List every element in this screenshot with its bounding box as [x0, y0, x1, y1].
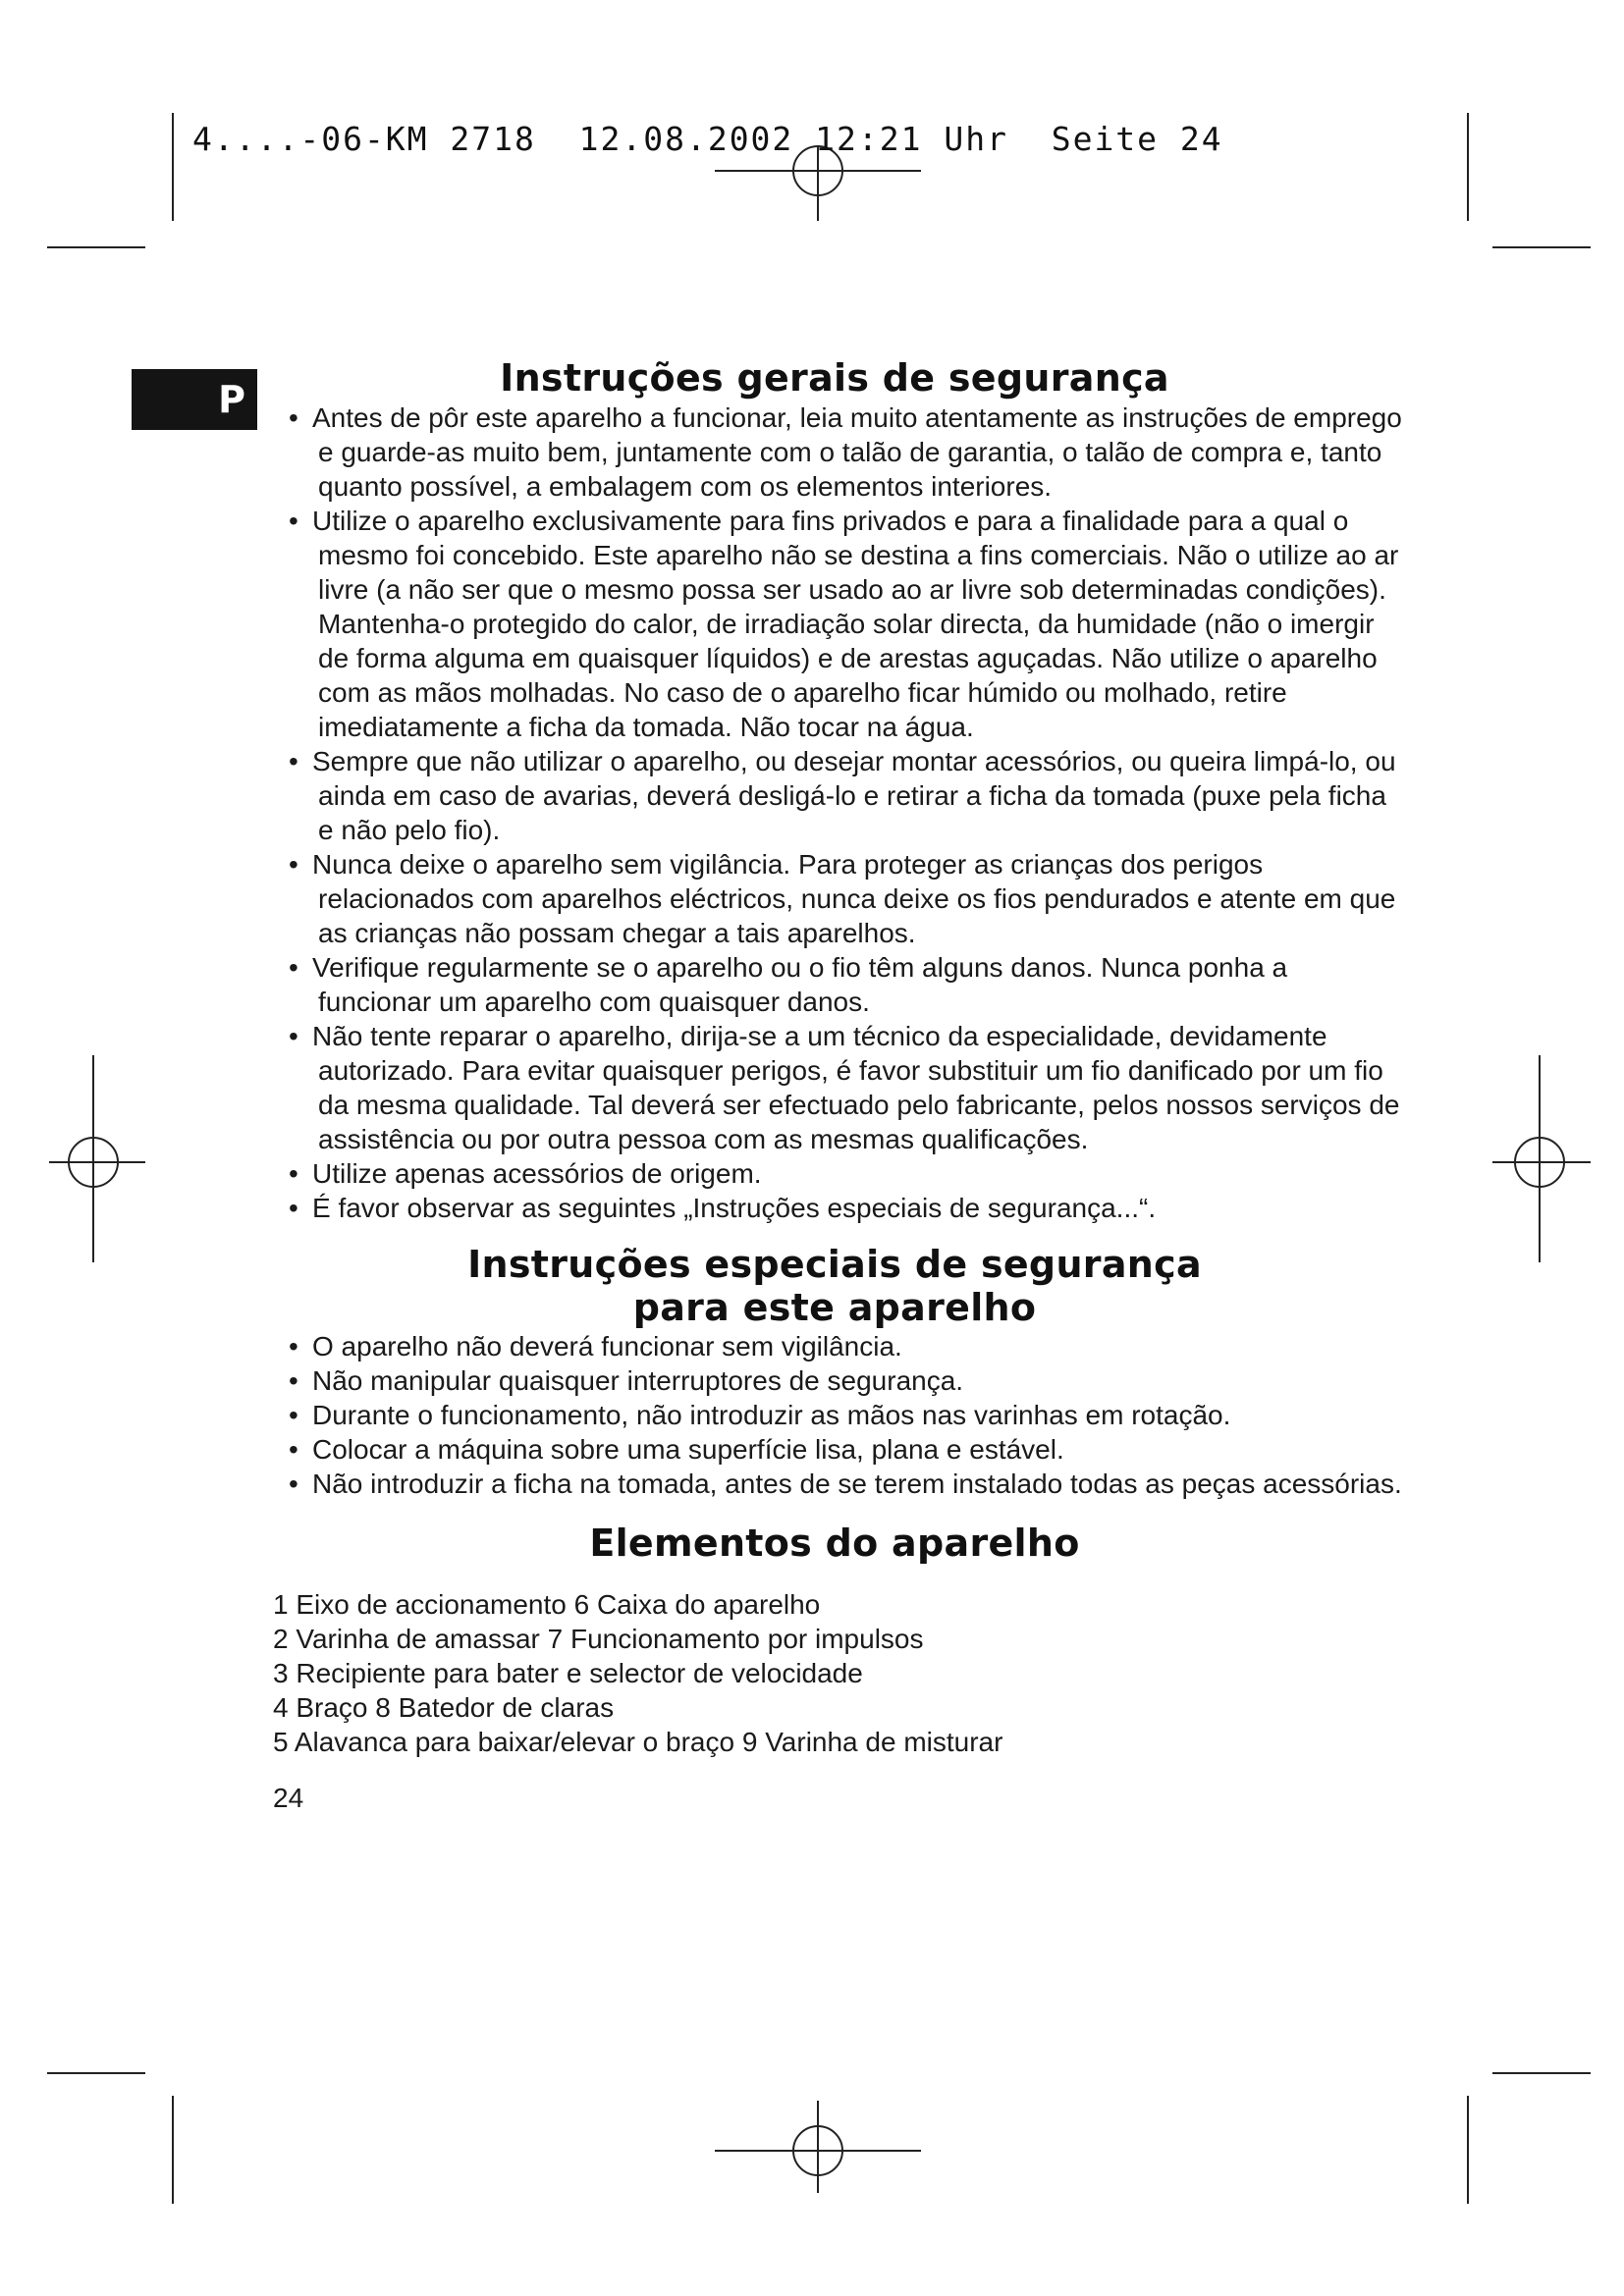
bullet-icon: •: [289, 952, 298, 983]
list-item: 4 Braço 8 Batedor de claras: [273, 1692, 615, 1723]
print-slug-line: 4....-06-KM 2718 12.08.2002 12:21 Uhr Seite 24: [192, 120, 1223, 158]
special-safety-title-line1: Instruções especiais de segurança: [467, 1243, 1202, 1286]
registration-mark-bottom: [715, 2101, 921, 2193]
bullet-icon: •: [289, 1158, 298, 1189]
bullet-icon: •: [289, 1434, 298, 1465]
registration-mark-right: [1492, 1055, 1591, 1262]
list-item: • Nunca deixe o aparelho sem vigilância. Para proteger as crianças dos perigos relacionados com aparelhos eléctricos, nunca deixe os fios pendurados e atente em que as crianças não possam chegar a tais aparelhos.: [289, 849, 1396, 948]
list-item: 3 Recipiente para bater e selector de velocidade: [273, 1658, 863, 1688]
list-item: • Não manipular quaisquer interruptores de segurança.: [289, 1365, 964, 1396]
general-safety-list: [265, 400, 1404, 1225]
list-item: • Utilize apenas acessórios de origem.: [289, 1158, 762, 1189]
parts-title: Elementos do aparelho: [589, 1522, 1080, 1565]
bullet-icon: •: [289, 1365, 298, 1396]
special-safety-title: [265, 1243, 1404, 1329]
bullet-icon: •: [289, 1193, 298, 1223]
list-item: • Não tente reparar o aparelho, dirija-se a um técnico da especialidade, devidamente autorizado. Para evitar quaisquer perigos, é favor substituir um fio danificado por um fio da mesma qualidade. Tal deverá ser efectuado pelo fabricante, pelos nossos serviços de assistência ou por outra pessoa com as mesmas qualificações.: [289, 1021, 1400, 1154]
bullet-icon: •: [289, 746, 298, 776]
list-item: • Colocar a máquina sobre uma superfície lisa, plana e estável.: [289, 1434, 1064, 1465]
main-content: [265, 355, 1404, 1815]
list-item: • Durante o funcionamento, não introduzir as mãos nas varinhas em rotação.: [289, 1400, 1231, 1430]
page-number: 24: [273, 1783, 304, 1813]
bullet-icon: •: [289, 506, 298, 536]
bullet-icon: •: [289, 1331, 298, 1362]
special-safety-title-line2: para este aparelho: [632, 1286, 1037, 1329]
list-item: • O aparelho não deverá funcionar sem vigilância.: [289, 1331, 902, 1362]
general-safety-title: Instruções gerais de segurança: [500, 356, 1169, 400]
list-item: 2 Varinha de amassar 7 Funcionamento por impulsos: [273, 1624, 924, 1654]
bullet-icon: •: [289, 402, 298, 433]
list-item: • Antes de pôr este aparelho a funcionar, leia muito atentamente as instruções de emprego e guarde-as muito bem, juntamente com o talão de garantia, o talão de compra e, tanto quanto possível, a embalagem com os elementos interiores.: [289, 402, 1402, 502]
language-tab: P: [132, 369, 257, 430]
list-item: • Verifique regularmente se o aparelho ou o fio têm alguns danos. Nunca ponha a funcionar um aparelho com quaisquer danos.: [289, 952, 1288, 1017]
list-item: • Não introduzir a ficha na tomada, antes de se terem instalado todas as peças acessórias.: [289, 1468, 1402, 1499]
list-item: • Sempre que não utilizar o aparelho, ou desejar montar acessórios, ou queira limpá-lo, ou ainda em caso de avarias, deverá desligá-lo e retirar a ficha da tomada (puxe pela ficha e não pelo fio).: [289, 746, 1396, 845]
special-safety-list: [265, 1329, 1404, 1501]
registration-mark-left: [49, 1055, 145, 1262]
bullet-icon: •: [289, 849, 298, 880]
bullet-icon: •: [289, 1468, 298, 1499]
bullet-icon: •: [289, 1021, 298, 1051]
list-item: 5 Alavanca para baixar/elevar o braço 9 Varinha de misturar: [273, 1727, 1003, 1757]
bullet-icon: •: [289, 1400, 298, 1430]
list-item: • Utilize o aparelho exclusivamente para fins privados e para a finalidade para a qual o mesmo foi concebido. Este aparelho não se destina a fins comerciais. Não o utilize ao ar livre (a não ser que o mesmo possa ser usado ao ar livre sob determinadas condições). Mantenha-o protegido do calor, de irradiação solar directa, da humidade (não o imergir de forma alguma em quaisquer líquidos) e de arestas aguçadas. Não utilize o aparelho com as mãos molhadas. No caso de o aparelho ficar húmido ou molhado, retire imediatamente a ficha da tomada. Não tocar na água.: [289, 506, 1399, 742]
list-item: • É favor observar as seguintes „Instruções especiais de segurança...“.: [289, 1193, 1157, 1223]
list-item: 1 Eixo de accionamento 6 Caixa do aparelho: [273, 1589, 821, 1620]
parts-list: [265, 1587, 1404, 1759]
